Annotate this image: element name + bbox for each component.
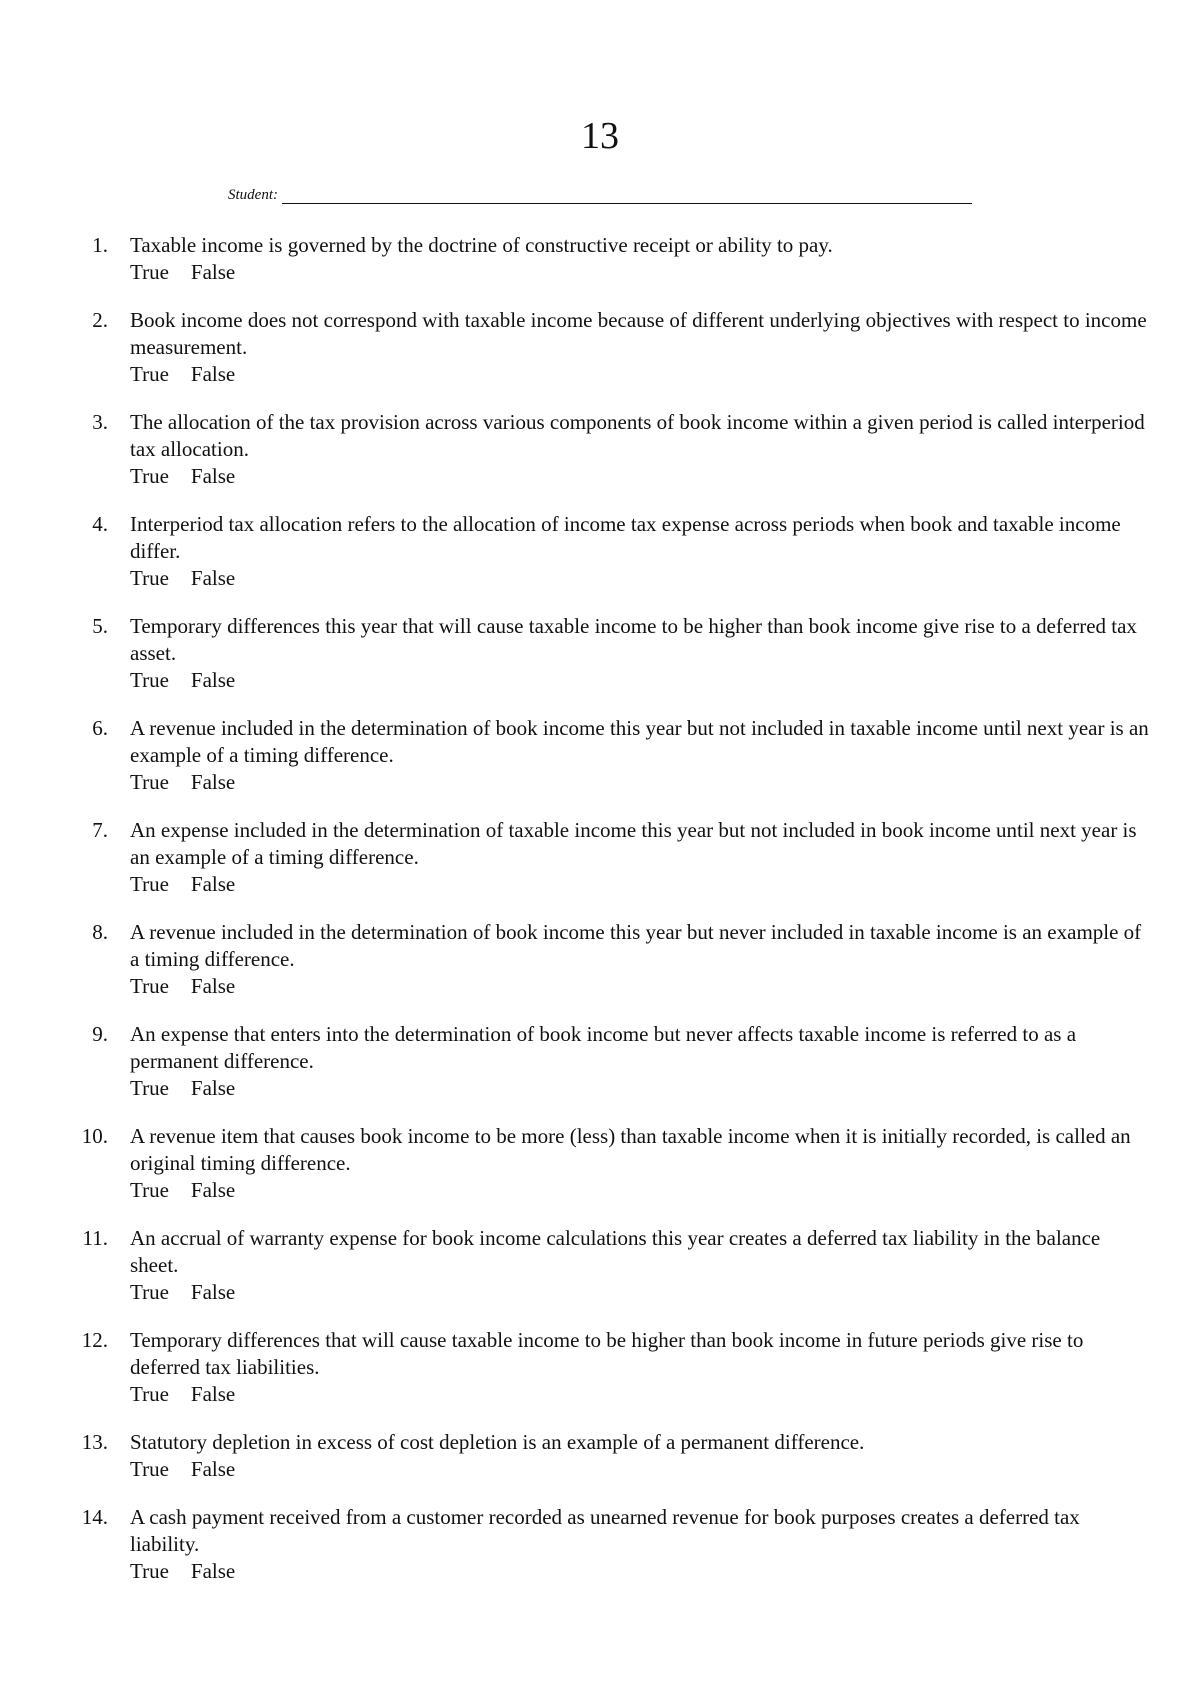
true-option[interactable]: True	[130, 1076, 169, 1100]
false-option[interactable]: False	[190, 770, 236, 794]
question-4	[60, 511, 1150, 592]
false-option[interactable]: False	[190, 1280, 236, 1304]
question-text: An accrual of warranty expense for book income calculations this year creates a deferred tax liability in the balance sheet.	[130, 1226, 1101, 1277]
question-list	[60, 232, 1150, 1606]
false-option[interactable]: False	[190, 1457, 236, 1481]
true-option[interactable]: True	[130, 566, 169, 590]
question-5	[60, 613, 1150, 694]
question-text: A revenue included in the determination of book income this year but not included in taxable income until next year is an example of a timing difference.	[130, 716, 1149, 767]
question-text: Interperiod tax allocation refers to the allocation of income tax expense across periods when book and taxable income differ.	[130, 512, 1121, 563]
answer-choices	[130, 1456, 1150, 1483]
question-number: 11.	[82, 1226, 108, 1250]
false-option[interactable]: False	[190, 260, 236, 284]
question-number: 10.	[81, 1124, 108, 1148]
question-number: 13.	[81, 1430, 108, 1454]
answer-choices	[130, 463, 1150, 490]
question-8	[60, 919, 1150, 1000]
true-option[interactable]: True	[130, 974, 169, 998]
answer-choices	[130, 565, 1150, 592]
answer-choices	[130, 769, 1150, 796]
answer-choices	[130, 667, 1150, 694]
question-9	[60, 1021, 1150, 1102]
question-text: Statutory depletion in excess of cost depletion is an example of a permanent difference.	[130, 1430, 865, 1454]
question-12	[60, 1327, 1150, 1408]
question-text: Temporary differences that will cause taxable income to be higher than book income in future periods give rise to deferred tax liabilities.	[130, 1328, 1084, 1379]
question-text: An expense included in the determination of taxable income this year but not included in book income until next year is an example of a timing difference.	[130, 818, 1137, 869]
question-7	[60, 817, 1150, 898]
question-number: 3.	[92, 410, 108, 434]
answer-choices	[130, 871, 1150, 898]
question-number: 14.	[81, 1505, 108, 1529]
answer-choices	[130, 1279, 1150, 1306]
false-option[interactable]: False	[190, 1559, 236, 1583]
true-option[interactable]: True	[130, 1280, 169, 1304]
question-2	[60, 307, 1150, 388]
false-option[interactable]: False	[190, 974, 236, 998]
true-option[interactable]: True	[130, 362, 169, 386]
true-option[interactable]: True	[130, 872, 169, 896]
question-number: 1.	[92, 233, 108, 257]
question-1	[60, 232, 1150, 286]
false-option[interactable]: False	[190, 1178, 236, 1202]
false-option[interactable]: False	[190, 566, 236, 590]
question-10	[60, 1123, 1150, 1204]
question-number: 8.	[92, 920, 108, 944]
student-name-line	[228, 186, 972, 204]
answer-choices	[130, 1177, 1150, 1204]
question-number: 9.	[92, 1022, 108, 1046]
student-name-blank[interactable]	[282, 187, 972, 204]
question-text: Taxable income is governed by the doctrine of constructive receipt or ability to pay.	[130, 233, 833, 257]
true-option[interactable]: True	[130, 260, 169, 284]
question-text: Temporary differences this year that will cause taxable income to be higher than book income give rise to a deferred tax asset.	[130, 614, 1137, 665]
question-number: 4.	[92, 512, 108, 536]
false-option[interactable]: False	[190, 1076, 236, 1100]
question-14	[60, 1504, 1150, 1585]
question-text: An expense that enters into the determination of book income but never affects taxable income is referred to as a permanent difference.	[130, 1022, 1077, 1073]
question-text: A cash payment received from a customer recorded as unearned revenue for book purposes creates a deferred tax liability.	[130, 1505, 1080, 1556]
question-text: Book income does not correspond with taxable income because of different underlying objectives with respect to income measurement.	[130, 308, 1147, 359]
question-text: The allocation of the tax provision across various components of book income within a given period is called interperiod tax allocation.	[130, 410, 1145, 461]
question-6	[60, 715, 1150, 796]
question-number: 2.	[92, 308, 108, 332]
student-label: Student:	[228, 187, 278, 203]
false-option[interactable]: False	[190, 1382, 236, 1406]
false-option[interactable]: False	[190, 362, 236, 386]
question-number: 12.	[81, 1328, 108, 1352]
question-number: 5.	[92, 614, 108, 638]
true-option[interactable]: True	[130, 1382, 169, 1406]
true-option[interactable]: True	[130, 1457, 169, 1481]
true-option[interactable]: True	[130, 1559, 169, 1583]
question-13	[60, 1429, 1150, 1483]
true-option[interactable]: True	[130, 464, 169, 488]
true-option[interactable]: True	[130, 1178, 169, 1202]
question-number: 7.	[92, 818, 108, 842]
answer-choices	[130, 973, 1150, 1000]
question-11	[60, 1225, 1150, 1306]
question-text: A revenue item that causes book income to be more (less) than taxable income when it is initially recorded, is called an original timing difference.	[130, 1124, 1131, 1175]
chapter-number: 13	[581, 115, 619, 157]
false-option[interactable]: False	[190, 668, 236, 692]
true-option[interactable]: True	[130, 770, 169, 794]
answer-choices	[130, 1381, 1150, 1408]
answer-choices	[130, 1075, 1150, 1102]
answer-choices	[130, 1558, 1150, 1585]
false-option[interactable]: False	[190, 872, 236, 896]
question-3	[60, 409, 1150, 490]
false-option[interactable]: False	[190, 464, 236, 488]
question-text: A revenue included in the determination of book income this year but never included in taxable income is an example of a timing difference.	[130, 920, 1142, 971]
answer-choices	[130, 259, 1150, 286]
true-option[interactable]: True	[130, 668, 169, 692]
answer-choices	[130, 361, 1150, 388]
question-number: 6.	[92, 716, 108, 740]
